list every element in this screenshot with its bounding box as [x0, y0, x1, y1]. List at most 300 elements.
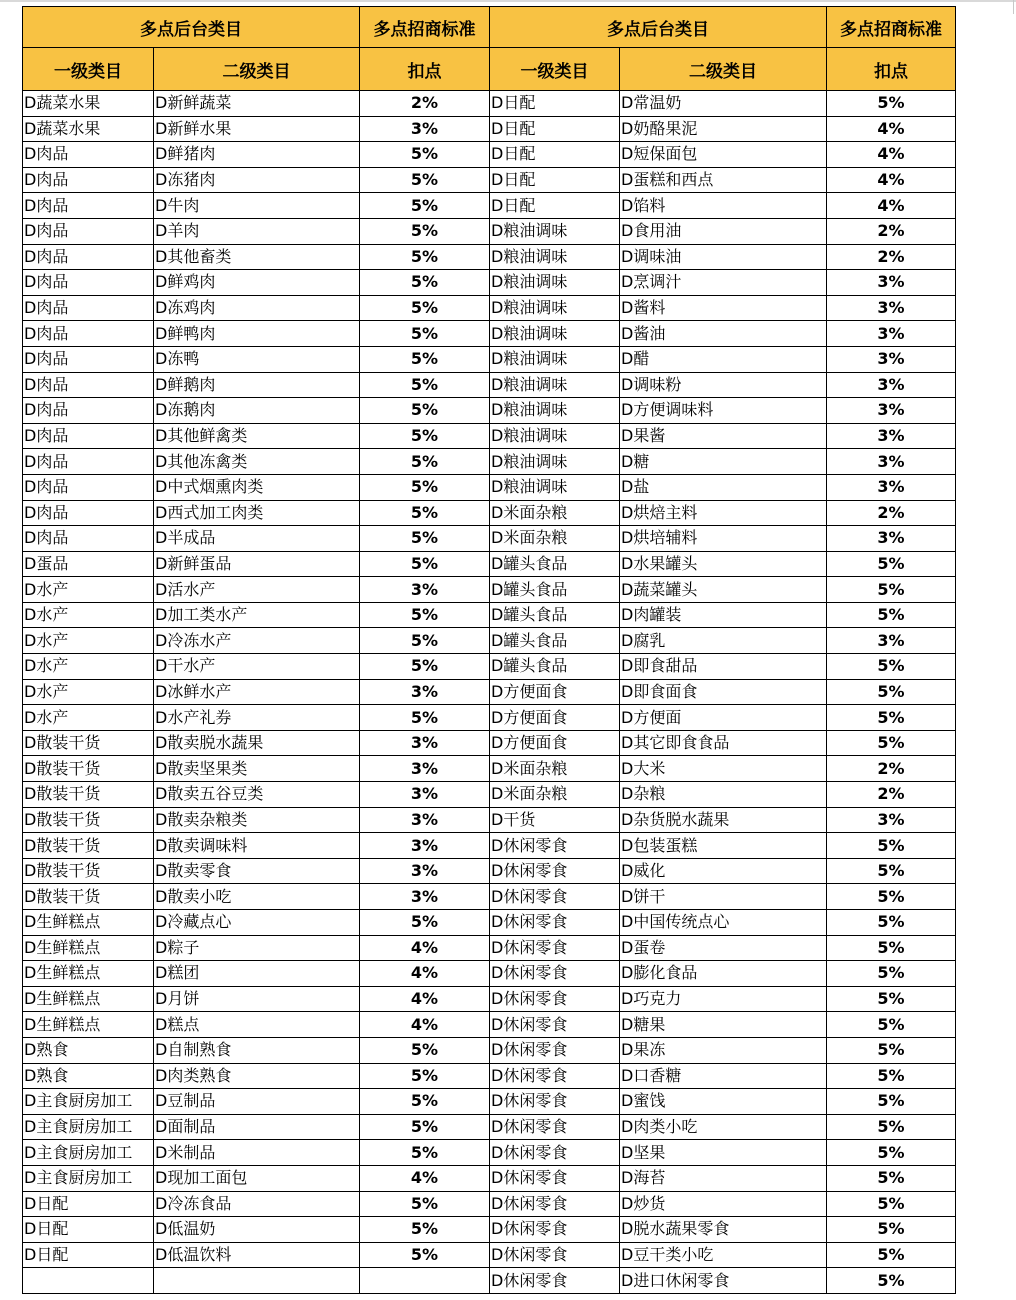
cell-rate-left: 3% [360, 833, 490, 859]
cell-level2-right: D肉罐装 [620, 602, 827, 628]
cell-level1-right: D米面杂粮 [490, 782, 620, 808]
table-row [23, 1217, 956, 1243]
table-row [23, 1012, 956, 1038]
cell-rate-right: 5% [827, 1114, 956, 1140]
cell-level2-left: D冷冻水产 [154, 628, 360, 654]
cell-rate-left: 4% [360, 935, 490, 961]
cell-level2-right: D威化 [620, 858, 827, 884]
cell-rate-left: 5% [360, 193, 490, 219]
group-header-left: 多点后台类目 [23, 7, 360, 48]
cell-level1-left: D日配 [23, 1191, 154, 1217]
cell-level1-left: D肉品 [23, 167, 154, 193]
cell-rate-left: 5% [360, 602, 490, 628]
cell-level1-left: D生鲜糕点 [23, 1012, 154, 1038]
cell-rate-left: 5% [360, 526, 490, 552]
cell-level1-right: D日配 [490, 142, 620, 168]
table-body [23, 91, 956, 1294]
cell-rate-right: 2% [827, 756, 956, 782]
cell-level1-left: D肉品 [23, 423, 154, 449]
cell-level1-right: D日配 [490, 193, 620, 219]
cell-level2-left: D半成品 [154, 526, 360, 552]
table-row [23, 1165, 956, 1191]
cell-level1-right: D休闲零食 [490, 1089, 620, 1115]
cell-level2-right: D调味粉 [620, 372, 827, 398]
cell-rate-left: 5% [360, 1114, 490, 1140]
cell-level2-right: D炒货 [620, 1191, 827, 1217]
cell-level2-right: D腐乳 [620, 628, 827, 654]
cell-rate-right: 5% [827, 551, 956, 577]
cell-rate-right: 3% [827, 474, 956, 500]
cell-level2-right: D坚果 [620, 1140, 827, 1166]
cell-level1-right: D日配 [490, 91, 620, 117]
column-header-rate-left: 扣点 [360, 48, 490, 91]
cell-rate-left: 5% [360, 1242, 490, 1268]
cell-level2-left: D肉类熟食 [154, 1063, 360, 1089]
cell-level1-right: D方便面食 [490, 705, 620, 731]
cell-level2-left: D豆制品 [154, 1089, 360, 1115]
cell-rate-right: 5% [827, 935, 956, 961]
cell-level2-left: D低温奶 [154, 1217, 360, 1243]
cell-level1-left: D肉品 [23, 398, 154, 424]
column-header-level2-left: 二级类目 [154, 48, 360, 91]
cell-level2-left: D鲜猪肉 [154, 142, 360, 168]
cell-level1-right: D休闲零食 [490, 1140, 620, 1166]
cell-level1-right: D粮油调味 [490, 244, 620, 270]
cell-rate-left: 5% [360, 142, 490, 168]
table-row [23, 474, 956, 500]
cell-rate-right: 3% [827, 346, 956, 372]
cell-level1-left: D日配 [23, 1242, 154, 1268]
cell-level1-right: D休闲零食 [490, 1037, 620, 1063]
cell-rate-left: 5% [360, 321, 490, 347]
cell-level2-right: D酱料 [620, 295, 827, 321]
cell-level2-left: D其他畜类 [154, 244, 360, 270]
table-row [23, 449, 956, 475]
cell-level2-left: D鲜鹅肉 [154, 372, 360, 398]
cell-rate-right: 5% [827, 679, 956, 705]
cell-level2-left: D干水产 [154, 654, 360, 680]
cell-level2-right: D即食甜品 [620, 654, 827, 680]
column-header-level2-right: 二级类目 [620, 48, 827, 91]
table-row [23, 551, 956, 577]
cell-rate-right: 5% [827, 1217, 956, 1243]
table-row [23, 423, 956, 449]
cell-level1-right: D粮油调味 [490, 449, 620, 475]
cell-rate-left: 5% [360, 654, 490, 680]
cell-rate-right: 5% [827, 1063, 956, 1089]
cell-level1-right: D罐头食品 [490, 577, 620, 603]
cell-level1-left: D日配 [23, 1217, 154, 1243]
table-row [23, 858, 956, 884]
cell-level2-right: D馅料 [620, 193, 827, 219]
cell-level2-left: D米制品 [154, 1140, 360, 1166]
table-row [23, 986, 956, 1012]
cell-rate-right: 5% [827, 884, 956, 910]
cell-level1-left: D水产 [23, 577, 154, 603]
cell-level1-right: D粮油调味 [490, 218, 620, 244]
cell-rate-left [360, 1268, 490, 1294]
cell-level1-right: D粮油调味 [490, 295, 620, 321]
cell-level1-right: D粮油调味 [490, 398, 620, 424]
cell-level1-right: D方便面食 [490, 730, 620, 756]
cell-rate-left: 5% [360, 1089, 490, 1115]
cell-level1-left: D散装干货 [23, 730, 154, 756]
cell-rate-left: 5% [360, 500, 490, 526]
cell-rate-right: 3% [827, 449, 956, 475]
cell-level2-left: D自制熟食 [154, 1037, 360, 1063]
cell-level1-right: D休闲零食 [490, 1191, 620, 1217]
table-row [23, 628, 956, 654]
table-row [23, 1140, 956, 1166]
cell-rate-left: 3% [360, 116, 490, 142]
cell-rate-right: 5% [827, 730, 956, 756]
cell-level1-left: D熟食 [23, 1063, 154, 1089]
cell-rate-left: 5% [360, 1037, 490, 1063]
cell-rate-left: 3% [360, 730, 490, 756]
cell-level2-left: D加工类水产 [154, 602, 360, 628]
cell-rate-right: 3% [827, 321, 956, 347]
cell-rate-left: 5% [360, 244, 490, 270]
cell-rate-left: 5% [360, 910, 490, 936]
cell-level2-right: D果冻 [620, 1037, 827, 1063]
cell-level2-left: D散卖杂粮类 [154, 807, 360, 833]
cell-rate-left: 2% [360, 91, 490, 117]
cell-level2-left: D西式加工肉类 [154, 500, 360, 526]
cell-level2-right: D蔬菜罐头 [620, 577, 827, 603]
cell-level1-left: D肉品 [23, 142, 154, 168]
cell-level1-left: D肉品 [23, 449, 154, 475]
table-row [23, 193, 956, 219]
cell-level2-left: D羊肉 [154, 218, 360, 244]
cell-level1-left: D肉品 [23, 295, 154, 321]
cell-level2-right: D醋 [620, 346, 827, 372]
cell-level2-left: D冻鸡肉 [154, 295, 360, 321]
cell-level1-right: D粮油调味 [490, 474, 620, 500]
cell-rate-left: 4% [360, 986, 490, 1012]
cell-level1-left: D主食厨房加工 [23, 1089, 154, 1115]
cell-level2-right: D饼干 [620, 884, 827, 910]
cell-level2-left: D新鲜蛋品 [154, 551, 360, 577]
cell-rate-left: 5% [360, 346, 490, 372]
cell-level2-right: D巧克力 [620, 986, 827, 1012]
cell-level2-right: D口香糖 [620, 1063, 827, 1089]
table-row [23, 321, 956, 347]
table-row [23, 577, 956, 603]
cell-rate-right: 4% [827, 193, 956, 219]
cell-rate-right: 5% [827, 833, 956, 859]
cell-level2-right: D酱油 [620, 321, 827, 347]
cell-level1-right: D休闲零食 [490, 1114, 620, 1140]
table-row [23, 398, 956, 424]
cell-rate-left: 3% [360, 782, 490, 808]
cell-level2-right: D调味油 [620, 244, 827, 270]
cell-level2-left: D散卖调味料 [154, 833, 360, 859]
cell-level2-right: D肉类小吃 [620, 1114, 827, 1140]
cell-level2-left: D活水产 [154, 577, 360, 603]
cell-level2-right: D即食面食 [620, 679, 827, 705]
table-row [23, 756, 956, 782]
cell-level1-left: D水产 [23, 705, 154, 731]
table-row [23, 679, 956, 705]
commission-table [22, 6, 956, 1294]
cell-level2-left: D中式烟熏肉类 [154, 474, 360, 500]
cell-rate-right: 3% [827, 270, 956, 296]
cell-rate-right: 2% [827, 782, 956, 808]
cell-level2-right: D杂货脱水蔬果 [620, 807, 827, 833]
column-header-level1-right: 一级类目 [490, 48, 620, 91]
table-row [23, 1242, 956, 1268]
cell-level1-left: D生鲜糕点 [23, 986, 154, 1012]
cell-rate-left: 5% [360, 628, 490, 654]
cell-level1-left: D散装干货 [23, 756, 154, 782]
cell-level2-left: D散卖五谷豆类 [154, 782, 360, 808]
cell-level1-left: D肉品 [23, 372, 154, 398]
table-row [23, 116, 956, 142]
cell-level1-right: D罐头食品 [490, 602, 620, 628]
cell-level2-left: D鲜鸭肉 [154, 321, 360, 347]
cell-level1-right: D日配 [490, 167, 620, 193]
group-header-row [23, 7, 956, 48]
cell-rate-left: 3% [360, 807, 490, 833]
column-header-rate-right: 扣点 [827, 48, 956, 91]
cell-level1-left: D蔬菜水果 [23, 91, 154, 117]
cell-level1-left: D肉品 [23, 193, 154, 219]
table-row [23, 961, 956, 987]
table-row [23, 1037, 956, 1063]
cell-level2-left [154, 1268, 360, 1294]
cell-level1-right: D罐头食品 [490, 654, 620, 680]
cell-level2-left: D粽子 [154, 935, 360, 961]
cell-level1-left: D散装干货 [23, 782, 154, 808]
cell-level2-left: D散卖脱水蔬果 [154, 730, 360, 756]
cell-rate-left: 5% [360, 372, 490, 398]
cell-level1-right: D粮油调味 [490, 270, 620, 296]
cell-rate-right: 2% [827, 244, 956, 270]
cell-level2-left: D新鲜水果 [154, 116, 360, 142]
table-row [23, 372, 956, 398]
cell-level2-left: D冻猪肉 [154, 167, 360, 193]
cell-level1-right: D休闲零食 [490, 961, 620, 987]
cell-level1-right: D休闲零食 [490, 986, 620, 1012]
cell-level1-right: D粮油调味 [490, 321, 620, 347]
cell-level1-right: D粮油调味 [490, 423, 620, 449]
cell-level2-right: D常温奶 [620, 91, 827, 117]
cell-level2-right: D短保面包 [620, 142, 827, 168]
cell-level1-right: D休闲零食 [490, 884, 620, 910]
cell-rate-left: 3% [360, 756, 490, 782]
cell-rate-left: 3% [360, 884, 490, 910]
cell-level2-left: D其他冻禽类 [154, 449, 360, 475]
cell-level1-left: D蔬菜水果 [23, 116, 154, 142]
table-row [23, 167, 956, 193]
cell-level2-right: D中国传统点心 [620, 910, 827, 936]
cell-level1-left: D肉品 [23, 526, 154, 552]
table-row [23, 526, 956, 552]
cell-rate-left: 5% [360, 1217, 490, 1243]
scroll-edge-line [1013, 0, 1014, 14]
cell-rate-right: 5% [827, 858, 956, 884]
cell-level2-left: D牛肉 [154, 193, 360, 219]
cell-level1-right: D干货 [490, 807, 620, 833]
cell-level1-left: D生鲜糕点 [23, 935, 154, 961]
cell-level1-left: D散装干货 [23, 884, 154, 910]
cell-level2-right: D果酱 [620, 423, 827, 449]
cell-level2-left: D冻鸭 [154, 346, 360, 372]
table-row [23, 654, 956, 680]
cell-level2-right: D脱水蔬果零食 [620, 1217, 827, 1243]
cell-rate-right: 3% [827, 295, 956, 321]
standard-header-left: 多点招商标准 [360, 7, 490, 48]
table-row [23, 1063, 956, 1089]
cell-level2-left: D冷藏点心 [154, 910, 360, 936]
cell-rate-left: 4% [360, 1165, 490, 1191]
cell-level2-right: D大米 [620, 756, 827, 782]
table-row [23, 730, 956, 756]
cell-level2-right: D杂粮 [620, 782, 827, 808]
cell-level1-left: D熟食 [23, 1037, 154, 1063]
cell-level2-right: D豆干类小吃 [620, 1242, 827, 1268]
cell-level1-left: D蛋品 [23, 551, 154, 577]
cell-level1-left: D水产 [23, 602, 154, 628]
table-row [23, 295, 956, 321]
cell-level2-left: D冷冻食品 [154, 1191, 360, 1217]
cell-rate-left: 5% [360, 218, 490, 244]
cell-rate-right: 5% [827, 1012, 956, 1038]
table-row [23, 807, 956, 833]
cell-level1-right: D休闲零食 [490, 1012, 620, 1038]
cell-level2-right: D烹调汁 [620, 270, 827, 296]
cell-level1-left: D散装干货 [23, 858, 154, 884]
cell-level1-right: D休闲零食 [490, 910, 620, 936]
table-row [23, 142, 956, 168]
cell-rate-right: 5% [827, 1242, 956, 1268]
cell-level2-right: D方便面 [620, 705, 827, 731]
table-row [23, 705, 956, 731]
cell-level1-left: D水产 [23, 679, 154, 705]
cell-rate-right: 5% [827, 910, 956, 936]
cell-rate-left: 5% [360, 449, 490, 475]
table-row [23, 218, 956, 244]
cell-rate-right: 5% [827, 602, 956, 628]
cell-rate-right: 5% [827, 1191, 956, 1217]
cell-level1-left [23, 1268, 154, 1294]
cell-rate-left: 5% [360, 398, 490, 424]
cell-level1-left: D肉品 [23, 218, 154, 244]
cell-level2-right: D盐 [620, 474, 827, 500]
cell-rate-right: 3% [827, 526, 956, 552]
cell-level1-right: D罐头食品 [490, 551, 620, 577]
cell-rate-left: 5% [360, 1191, 490, 1217]
cell-level1-left: D水产 [23, 654, 154, 680]
cell-rate-right: 5% [827, 1037, 956, 1063]
cell-rate-right: 3% [827, 628, 956, 654]
cell-level2-left: D鲜鸡肉 [154, 270, 360, 296]
cell-rate-right: 5% [827, 654, 956, 680]
group-header-right: 多点后台类目 [490, 7, 827, 48]
cell-level1-left: D生鲜糕点 [23, 961, 154, 987]
cell-rate-left: 5% [360, 295, 490, 321]
table-row [23, 1089, 956, 1115]
column-header-level1-left: 一级类目 [23, 48, 154, 91]
cell-rate-right: 5% [827, 1268, 956, 1294]
cell-rate-right: 3% [827, 807, 956, 833]
cell-rate-right: 5% [827, 577, 956, 603]
cell-level1-right: D休闲零食 [490, 1063, 620, 1089]
cell-level2-right: D烘培辅料 [620, 526, 827, 552]
cell-rate-right: 5% [827, 986, 956, 1012]
cell-level1-left: D肉品 [23, 474, 154, 500]
standard-header-right: 多点招商标准 [827, 7, 956, 48]
cell-rate-right: 3% [827, 398, 956, 424]
cell-level2-left: D糕点 [154, 1012, 360, 1038]
cell-rate-right: 5% [827, 1089, 956, 1115]
cell-rate-left: 4% [360, 1012, 490, 1038]
cell-level1-left: D肉品 [23, 270, 154, 296]
cell-level1-left: D肉品 [23, 244, 154, 270]
table-row [23, 270, 956, 296]
table-row [23, 884, 956, 910]
table-row [23, 602, 956, 628]
cell-level2-right: D其它即食食品 [620, 730, 827, 756]
table-row [23, 782, 956, 808]
cell-rate-right: 3% [827, 423, 956, 449]
cell-rate-right: 5% [827, 1140, 956, 1166]
table-row [23, 833, 956, 859]
cell-rate-left: 5% [360, 167, 490, 193]
cell-level2-left: D新鲜蔬菜 [154, 91, 360, 117]
table-row [23, 346, 956, 372]
cell-rate-left: 4% [360, 961, 490, 987]
cell-rate-right: 5% [827, 91, 956, 117]
cell-level1-left: D主食厨房加工 [23, 1114, 154, 1140]
cell-level1-left: D主食厨房加工 [23, 1140, 154, 1166]
cell-level2-right: D蛋糕和西点 [620, 167, 827, 193]
cell-rate-left: 5% [360, 705, 490, 731]
cell-level2-left: D冻鹅肉 [154, 398, 360, 424]
cell-rate-right: 4% [827, 116, 956, 142]
cell-level2-right: D海苔 [620, 1165, 827, 1191]
cell-level2-right: D膨化食品 [620, 961, 827, 987]
cell-level1-right: D罐头食品 [490, 628, 620, 654]
cell-level2-right: D奶酪果泥 [620, 116, 827, 142]
cell-level2-right: D进口休闲零食 [620, 1268, 827, 1294]
cell-level1-right: D方便面食 [490, 679, 620, 705]
cell-rate-right: 4% [827, 167, 956, 193]
cell-level1-right: D日配 [490, 116, 620, 142]
cell-level2-right: D方便调味料 [620, 398, 827, 424]
cell-rate-right: 4% [827, 142, 956, 168]
cell-level2-left: D糕团 [154, 961, 360, 987]
cell-level1-right: D米面杂粮 [490, 756, 620, 782]
cell-level1-right: D休闲零食 [490, 1165, 620, 1191]
cell-level1-left: D肉品 [23, 321, 154, 347]
cell-level1-left: D散装干货 [23, 833, 154, 859]
cell-level1-left: D水产 [23, 628, 154, 654]
table-row [23, 500, 956, 526]
cell-level2-left: D散卖小吃 [154, 884, 360, 910]
cell-rate-right: 5% [827, 1165, 956, 1191]
table-row [23, 91, 956, 117]
cell-level2-left: D水产礼券 [154, 705, 360, 731]
cell-level1-right: D休闲零食 [490, 1242, 620, 1268]
column-header-row [23, 48, 956, 91]
cell-level1-right: D休闲零食 [490, 1217, 620, 1243]
cell-level1-right: D休闲零食 [490, 833, 620, 859]
table-row [23, 1191, 956, 1217]
table-row [23, 935, 956, 961]
cell-level2-left: D面制品 [154, 1114, 360, 1140]
top-border-line [0, 0, 1016, 2]
